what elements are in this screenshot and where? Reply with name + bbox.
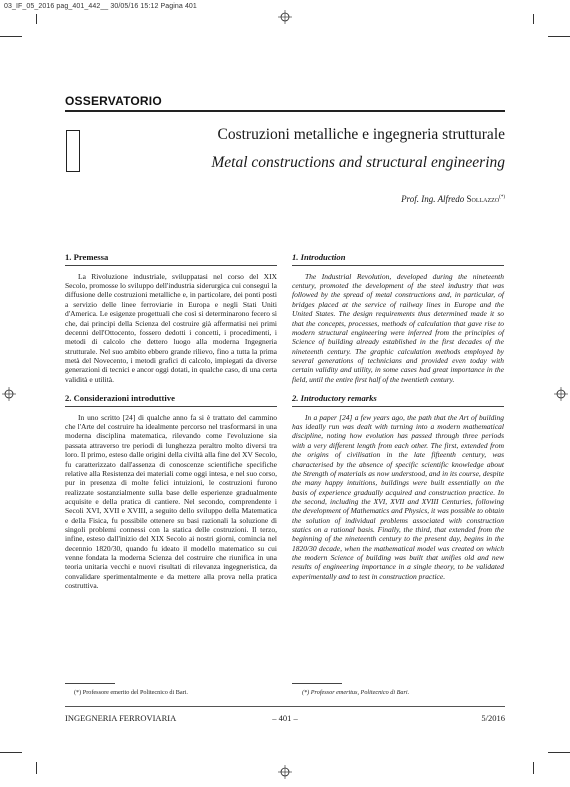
italian-column-section-2 [65, 393, 277, 590]
registration-mark-icon [278, 10, 292, 24]
registration-mark-icon [554, 387, 568, 401]
decorative-box [66, 130, 80, 172]
paragraph-introductory-remarks: In a paper [24] a few years ago, the path that the Art of building has ideally run was dealt with turning into a modern mathematical discipline, noting how evolution has passed through three periods with a very different length from each other. The first, extended from the origins of civilisation in the late fifteenth century, was characterised by the absence of specific scientific knowledge about the Strength of materials as now understood, and in its course, despite the many happy intuitions, buildings were built essentially on the basis of experience gradually acquired and construction practice. In the second, including the XVI, XVII and XVIII Centuries, following the development of Mathematics and Physics, it was possible to obtain the solution of individual problems associated with construction statics on a rational basis. Finally, the third, that extended from the beginning of the nineteenth century to the present day, begins in the 1820/30 decade, when the mathematical model was created on which the modern Science of building was built that unifies old and new results of engineering importance in a single theory, to be validated experimentally and to test in construction practice. [292, 412, 504, 581]
paragraph-premessa: La Rivoluzione industriale, sviluppatasi nel corso del XIX Secolo, promosse lo sviluppo dell'industria siderurgica cui conseguì la diffusione delle costruzioni metalliche e, in particolare, dei ponti posti a servizio delle linee ferroviarie in Europa e negli Stati Uniti d'America. Le esigenze progettuali che così si determinarono fecero sì che, dai principi della Scienza del costruire già affermatisi nei primi decenni dell'Ottocento, fossero dedotti i concetti, i procedimenti, i metodi di calcolo che dettero luogo alla moderna Ingegneria strutturale. Nel suo ambito ebbero grande rilievo, fino a tutta la prima metà del Novecento, i metodi grafici di calcolo, impiegati da diverse generazioni di tecnici e ancor oggi dotati, in qualche caso, di una certa validità e utilità. [65, 271, 277, 384]
english-column-section-2 [292, 393, 504, 581]
footnote-rule [292, 683, 342, 684]
page-number: – 401 – [272, 713, 298, 723]
footer-rule [65, 706, 505, 707]
crop-mark [36, 762, 37, 774]
english-column [292, 252, 504, 384]
crop-mark [533, 14, 534, 24]
journal-name: INGEGNERIA FERROVIARIA [65, 713, 177, 723]
author-footnote-mark: (*) [499, 195, 505, 200]
heading-rule [65, 406, 277, 407]
article-title-english: Metal constructions and structural engineering [211, 154, 505, 171]
heading-rule [292, 406, 504, 407]
registration-mark-icon [2, 387, 16, 401]
crop-mark [548, 36, 570, 37]
author-line [401, 194, 505, 204]
crop-mark [548, 752, 570, 753]
section-rule [65, 110, 505, 112]
italian-column [65, 252, 277, 384]
footnote-rule [65, 683, 115, 684]
author-surname: Sollazzo [466, 194, 500, 204]
print-slug: 03_IF_05_2016 pag_401_442__ 30/05/16 15:12 Pagina 401 [4, 3, 197, 10]
paragraph-considerazioni: In uno scritto [24] di qualche anno fa si è trattato del cammino che l'Arte del costruire ha idealmente percorso nel trasformarsi in una moderna disciplina matematica, rilevando come l'evoluzione sia passata attraverso tre periodi di lunghezza peraltro molto diversi tra loro. Il primo, esteso dalle origini della civiltà alla fine del XV Secolo, fu caratterizzato dall'assenza di conoscenze scientifiche specifiche relative alla Resistenza dei materiali come oggi intesa, e nel suo corso, pur in presenza di molte felici intuizioni, le costruzioni furono realizzate sostanzialmente sulla base delle esperienze gradualmente acquisite e della pratica di cantiere. Nel secondo, comprendente i Secoli XVI, XVII e XVIII, a seguito dello sviluppo della Matematica e della Fisica, fu possibile ottenere su basi razionali la soluzione di singoli problemi connessi con la statica delle costruzioni. Il terzo, infine, esteso dall'inizio del XIX Secolo ai nostri giorni, comincia nel decennio 1820/30, quando fu ideato il modello matematico su cui venne fondata la moderna Scienza del costruire che riunifica in una teoria unitaria vecchi e nuovi risultati di rilevanza ingegneristica, da convalidare sperimentalmente e da mettere alla prova nella pratica costruttiva. [65, 412, 277, 590]
footnote-english: (*) Professor emeritus, Politecnico di Bari. [302, 689, 410, 696]
author-prefix: Prof. Ing. Alfredo [401, 194, 467, 204]
section-label: OSSERVATORIO [65, 94, 162, 108]
heading-introductory-remarks: 2. Introductory remarks [292, 393, 377, 403]
heading-rule [65, 265, 277, 266]
crop-mark [533, 762, 534, 774]
issue-number: 5/2016 [481, 713, 505, 723]
registration-mark-icon [278, 765, 292, 779]
footnote-italian: (*) Professore emerito del Politecnico di Bari. [74, 689, 188, 696]
crop-mark [36, 14, 37, 24]
heading-rule [292, 265, 504, 266]
heading-premessa: 1. Premessa [65, 252, 109, 262]
heading-considerazioni: 2. Considerazioni introduttive [65, 393, 175, 403]
crop-mark [0, 36, 22, 37]
crop-mark [0, 752, 22, 753]
paragraph-introduction: The Industrial Revolution, developed during the nineteenth century, promoted the development of the steel industry that was followed by the spread of metal constructions and, in particular, of bridges placed at the service of railway lines in Europe and the United States. The design requirements thus determined made it so that the concepts, processes, methods of calculation that gave rise to modern structural engineering were inferred from the principles of Science of building already established in the first decades of the nineteenth century. The graphic calculation methods employed by several generations of technicians and provided even today with certain validity and utility, in some cases had great importance in the field, until the entire first half of the twentieth century. [292, 271, 504, 384]
heading-introduction: 1. Introduction [292, 252, 346, 262]
article-title-italian: Costruzioni metalliche e ingegneria strutturale [217, 126, 505, 143]
